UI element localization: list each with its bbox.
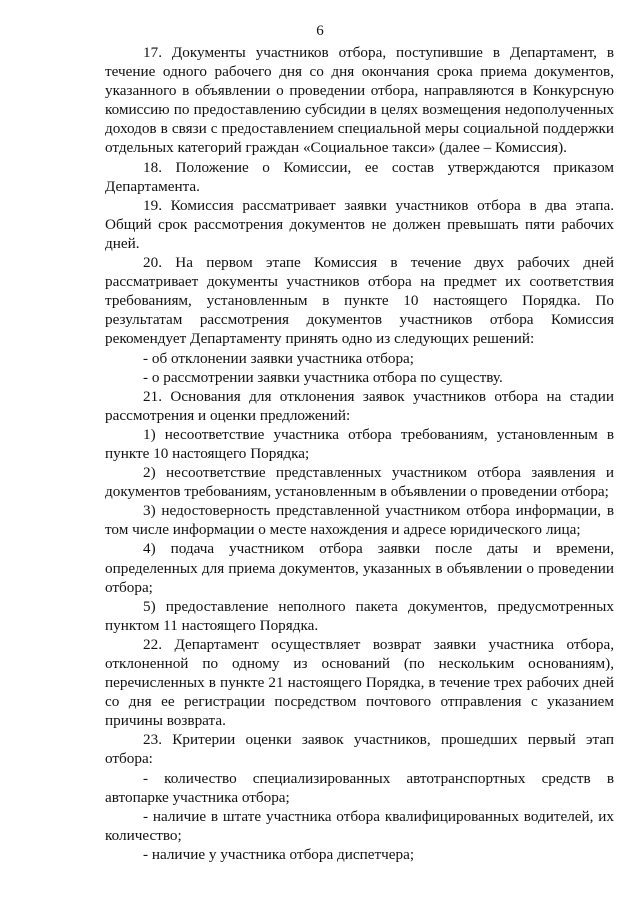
- page-number: 6: [316, 23, 324, 39]
- list-item: - об отклонении заявки участника отбора;: [143, 349, 415, 367]
- list-item: - о рассмотрении заявки участника отбора по существу.: [143, 368, 503, 386]
- paragraph: 18. Положение о Комиссии, ее состав утверждаются приказом Департамента.: [105, 158, 614, 195]
- paragraph: 20. На первом этапе Комиссия в течение двух рабочих дней рассматривает документы участников отбора на предмет их соответствия требованиям, установленным в пункте 10 настоящего Порядка. По результатам рассмотрения документов участников отбора Комиссия рекомендует Департаменту принять одно из следующих решений:: [105, 254, 614, 348]
- paragraph: 21. Основания для отклонения заявок участников отбора на стадии рассмотрения и оценки предложений:: [105, 387, 614, 424]
- document-body: [105, 43, 614, 864]
- paragraph: 2) несоответствие представленных участником отбора заявления и документов требованиям, установленным в объявлении о проведении отбора;: [105, 464, 614, 501]
- list-item: - наличие у участника отбора диспетчера;: [143, 845, 415, 863]
- paragraph: - количество специализированных автотранспортных средств в автопарке участника отбора;: [105, 769, 614, 806]
- paragraph: - наличие в штате участника отбора квалифицированных водителей, их количество;: [105, 807, 614, 844]
- paragraph: 22. Департамент осуществляет возврат заявки участника отбора, отклоненной по одному из оснований (по нескольким основаниям), перечисленных в пункте 21 настоящего Порядка, в течение трех рабочих дней со дня ее регистрации посредством почтового отправления с указанием причины возврата.: [105, 635, 614, 730]
- paragraph: 3) недостоверность представленной участником отбора информации, в том числе информации о месте нахождения и адресе юридического лица;: [105, 502, 614, 539]
- paragraph: 23. Критерии оценки заявок участников, прошедших первый этап отбора:: [105, 731, 614, 768]
- paragraph: 4) подача участником отбора заявки после даты и времени, определенных для приема документов, указанных в объявлении о проведении отбора;: [105, 540, 614, 596]
- paragraph: 17. Документы участников отбора, поступившие в Департамент, в течение одного рабочего дня со дня окончания срока приема документов, указанного в объявлении о проведении отбора, направляются в Конкурсную комиссию по предоставлению субсидии в целях возмещения недополученных доходов в связи с предоставлением специальной меры социальной поддержки отдельных категорий граждан «Социальное такси» (далее – Комиссия).: [105, 44, 614, 157]
- paragraph: 5) предоставление неполного пакета документов, предусмотренных пунктом 11 настоящего Порядка.: [105, 597, 614, 634]
- paragraph: 1) несоответствие участника отбора требованиям, установленным в пункте 10 настоящего Порядка;: [105, 425, 614, 462]
- paragraph: 19. Комиссия рассматривает заявки участников отбора в два этапа. Общий срок рассмотрения документов не должен превышать пяти рабочих дней.: [105, 196, 614, 252]
